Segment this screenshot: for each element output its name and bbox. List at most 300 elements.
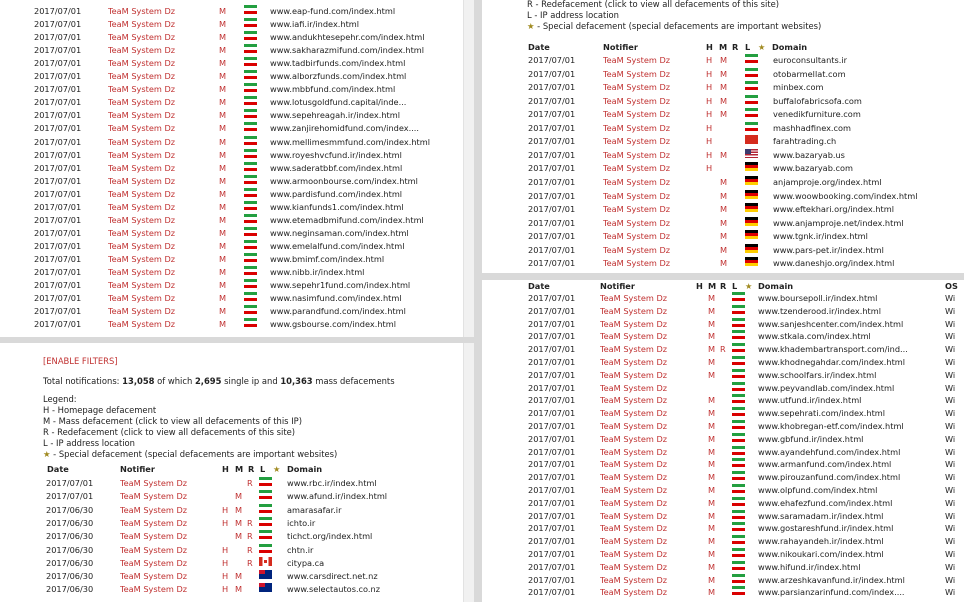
mass-flag[interactable]: M: [708, 305, 716, 316]
notifier-link[interactable]: TeaM System Dz: [600, 446, 668, 457]
date-cell: 2017/07/01: [34, 201, 82, 212]
notifier-link[interactable]: TeaM System Dz: [600, 587, 668, 598]
col-date[interactable]: Date: [47, 464, 69, 474]
notifier-link[interactable]: TeaM System Dz: [108, 253, 176, 264]
mass-flag[interactable]: M: [720, 149, 728, 160]
col-domain[interactable]: Domain: [287, 464, 323, 474]
mass-flag[interactable]: M: [708, 446, 716, 457]
date-cell: 2017/07/01: [528, 122, 576, 133]
notifier-link[interactable]: TeaM System Dz: [108, 319, 176, 330]
mass-flag[interactable]: M: [720, 190, 728, 201]
domain-link[interactable]: www.zanjirehomidfund.com/index....: [270, 123, 419, 134]
domain-link[interactable]: tichct.org/index.html: [287, 531, 373, 542]
domain-link[interactable]: www.peyvandlab.com/index.html: [758, 382, 895, 393]
domain-link[interactable]: www.pirouzanfund.com/index.html: [758, 472, 901, 483]
notifier-link[interactable]: TeaM System Dz: [603, 231, 671, 242]
notifier-link[interactable]: TeaM System Dz: [108, 97, 176, 108]
domain-link[interactable]: www.ayandehfund.com/index.html: [758, 446, 901, 457]
domain-link[interactable]: www.bmimf.com/index.html: [270, 253, 385, 264]
domain-link[interactable]: www.saramadam.ir/index.html: [758, 510, 884, 521]
domain-link[interactable]: www.rahayandeh.ir/index.html: [758, 536, 884, 547]
domain-link[interactable]: www.khodnegahdar.com/index.html: [758, 357, 906, 367]
domain-link[interactable]: www.nasimfund.com/index.html: [270, 293, 402, 304]
date-cell: 2017/07/01: [34, 149, 82, 160]
domain-link[interactable]: www.schoolfars.ir/index.html: [758, 369, 877, 380]
notifier-link[interactable]: TeaM System Dz: [120, 557, 188, 568]
domain-link[interactable]: www.tzenderood.ir/index.html: [758, 305, 881, 316]
col-notifier[interactable]: Notifier: [120, 464, 155, 474]
country-flag-icon: [732, 330, 745, 339]
domain-link[interactable]: www.sepehr1fund.com/index.html: [270, 280, 411, 291]
domain-link[interactable]: otobarmellat.com: [773, 68, 846, 79]
col-domain[interactable]: Domain: [758, 281, 794, 291]
date-cell: 2017/07/01: [34, 240, 82, 251]
mass-flag[interactable]: M: [219, 188, 227, 199]
mass-flag[interactable]: M: [720, 95, 728, 106]
domain-link[interactable]: www.selectautos.co.nz: [287, 584, 381, 595]
date-cell: 2017/07/01: [528, 382, 576, 393]
domain-link[interactable]: www.hifund.ir/index.html: [758, 561, 861, 572]
notifier-link[interactable]: TeaM System Dz: [600, 485, 668, 495]
domain-link[interactable]: www.nikoukari.com/index.html: [758, 549, 884, 559]
mass-flag[interactable]: M: [708, 421, 716, 431]
domain-link[interactable]: www.emelalfund.com/index.html: [270, 240, 405, 251]
country-flag-icon: [244, 136, 257, 145]
domain-link[interactable]: www.saderatbbf.com/index.html: [270, 162, 403, 173]
domain-link[interactable]: www.parandfund.com/index.html: [270, 306, 406, 317]
redeface-flag[interactable]: R: [247, 544, 253, 555]
mass-flag[interactable]: M: [219, 149, 227, 160]
notifier-link[interactable]: TeaM System Dz: [120, 517, 188, 528]
redeface-flag[interactable]: R: [720, 344, 726, 355]
col-date[interactable]: Date: [528, 281, 550, 291]
notifier-link[interactable]: TeaM System Dz: [120, 491, 188, 502]
notifier-link[interactable]: TeaM System Dz: [108, 110, 176, 121]
domain-link[interactable]: www.parsianzarinfund.com/index....: [758, 587, 905, 598]
country-flag-icon: [732, 420, 745, 429]
domain-link[interactable]: citypa.ca: [287, 557, 325, 568]
domain-link[interactable]: www.sepehreagah.ir/index.html: [270, 110, 400, 121]
notifier-link[interactable]: TeaM System Dz: [603, 244, 671, 255]
notifier-link[interactable]: TeaM System Dz: [108, 188, 176, 199]
notifier-link[interactable]: TeaM System Dz: [108, 19, 176, 30]
mass-flag[interactable]: M: [708, 318, 716, 329]
notifier-link[interactable]: TeaM System Dz: [600, 459, 668, 470]
mass-flag[interactable]: M: [720, 231, 728, 242]
domain-link[interactable]: www.anjamproje.net/index.html: [773, 217, 904, 228]
mass-flag[interactable]: M: [219, 214, 227, 225]
table-row: [0, 570, 474, 583]
mass-flag[interactable]: M: [219, 227, 227, 238]
date-cell: 2017/06/30: [46, 531, 94, 542]
col-h: H: [706, 42, 713, 52]
homepage-flag: H: [222, 584, 229, 595]
legend-r: R - Redefacement (click to view all defacements of this site): [527, 0, 780, 9]
col-os[interactable]: OS: [945, 281, 958, 291]
mass-flag[interactable]: M: [219, 175, 227, 186]
domain-link[interactable]: www.iafi.ir/index.html: [270, 19, 360, 30]
domain-link[interactable]: www.nibb.ir/index.html: [270, 267, 365, 277]
country-flag-icon: [732, 497, 745, 506]
domain-link[interactable]: amarasafar.ir: [287, 504, 342, 515]
notifier-link[interactable]: TeaM System Dz: [603, 190, 671, 201]
os-cell: Wi: [945, 305, 956, 316]
domain-link[interactable]: www.pardisfund.com/index.html: [270, 188, 403, 199]
notifier-link[interactable]: TeaM System Dz: [603, 95, 671, 106]
domain-link[interactable]: www.bazaryab.com: [773, 163, 853, 174]
domain-link[interactable]: www.mellimesmmfund.com/index.html: [270, 136, 430, 147]
mass-flag[interactable]: M: [720, 176, 728, 187]
domain-link[interactable]: www.rbc.ir/index.html: [287, 478, 377, 488]
notifier-link[interactable]: TeaM System Dz: [600, 433, 668, 444]
notifier-link[interactable]: TeaM System Dz: [600, 293, 668, 303]
country-flag-icon: [745, 108, 758, 117]
notifier-link[interactable]: TeaM System Dz: [108, 45, 176, 56]
domain-link[interactable]: euroconsultants.ir: [773, 55, 847, 65]
domain-link[interactable]: www.afund.ir/index.html: [287, 491, 388, 502]
domain-link[interactable]: www.sanjeshcenter.com/index.html: [758, 318, 904, 329]
mass-flag[interactable]: M: [720, 82, 728, 93]
notifier-link[interactable]: TeaM System Dz: [600, 357, 668, 367]
domain-link[interactable]: www.andukhtesepehr.com/index.html: [270, 32, 425, 43]
mass-flag[interactable]: M: [708, 561, 716, 572]
domain-link[interactable]: www.sepehrati.com/index.html: [758, 408, 886, 419]
notifier-link[interactable]: TeaM System Dz: [120, 584, 188, 595]
notifier-link[interactable]: TeaM System Dz: [600, 318, 668, 329]
domain-link[interactable]: www.bazaryab.us: [773, 149, 845, 160]
domain-link[interactable]: www.armanfund.com/index.html: [758, 459, 892, 470]
notifier-link[interactable]: TeaM System Dz: [108, 227, 176, 238]
homepage-flag: H: [706, 149, 713, 160]
table-row: [0, 517, 474, 530]
notifier-link[interactable]: TeaM System Dz: [600, 549, 668, 559]
enable-filters-link[interactable]: [ENABLE FILTERS]: [43, 356, 118, 366]
domain-link[interactable]: farahtrading.ch: [773, 136, 837, 147]
notifier-link[interactable]: TeaM System Dz: [600, 395, 668, 406]
table-row: [482, 394, 964, 407]
date-cell: 2017/07/01: [528, 369, 576, 380]
notifier-link[interactable]: TeaM System Dz: [108, 201, 176, 212]
os-cell: Wi: [945, 421, 956, 431]
notifier-link[interactable]: TeaM System Dz: [603, 149, 671, 160]
domain-link[interactable]: www.armoonbourse.com/index.html: [270, 175, 418, 186]
notifier-link[interactable]: TeaM System Dz: [108, 293, 176, 304]
mass-flag[interactable]: M: [708, 523, 716, 534]
mass-flag[interactable]: M: [720, 109, 728, 120]
domain-link[interactable]: www.eftekhari.org/index.html: [773, 204, 894, 215]
domain-link[interactable]: www.eap-fund.com/index.html: [270, 6, 396, 16]
notifier-link[interactable]: TeaM System Dz: [600, 421, 668, 431]
mass-flag[interactable]: M: [219, 110, 227, 121]
mass-flag[interactable]: M: [720, 244, 728, 255]
scrollbar[interactable]: [463, 343, 474, 602]
domain-link[interactable]: www.kianfunds1.com/index.html: [270, 201, 404, 212]
notifier-link[interactable]: TeaM System Dz: [108, 123, 176, 134]
domain-link[interactable]: www.daneshjo.org/index.html: [773, 258, 895, 269]
country-flag-icon: [732, 574, 745, 583]
notifier-link[interactable]: TeaM System Dz: [600, 382, 668, 393]
domain-link[interactable]: www.woowbooking.com/index.html: [773, 190, 918, 201]
homepage-flag: H: [706, 68, 713, 79]
country-flag-icon: [745, 149, 758, 158]
notifier-link[interactable]: TeaM System Dz: [600, 331, 668, 342]
notifier-link[interactable]: TeaM System Dz: [108, 162, 176, 173]
notifier-link[interactable]: TeaM System Dz: [603, 204, 671, 215]
domain-link[interactable]: anjamproje.org/index.html: [773, 176, 882, 187]
date-cell: 2017/07/01: [34, 19, 82, 30]
notifier-link[interactable]: TeaM System Dz: [600, 536, 668, 547]
mass-flag[interactable]: M: [720, 204, 728, 215]
domain-link[interactable]: www.stkala.com/index.html: [758, 331, 871, 342]
domain-link[interactable]: www.pars-pet.ir/index.html: [773, 244, 884, 255]
domain-link[interactable]: www.etemadbmifund.com/index.html: [270, 214, 424, 225]
mass-flag[interactable]: M: [219, 162, 227, 173]
domain-link[interactable]: www.gostareshfund.ir/index.html: [758, 523, 894, 534]
domain-link[interactable]: www.khadembartransport.com/ind...: [758, 344, 908, 355]
country-flag-icon: [732, 510, 745, 519]
mass-flag[interactable]: M: [219, 32, 227, 43]
country-flag-icon: [244, 240, 257, 249]
domain-link[interactable]: mashhadfinex.com: [773, 122, 852, 133]
homepage-flag: H: [706, 163, 713, 174]
homepage-flag: H: [706, 136, 713, 147]
legend-r: R - Redefacement (click to view all defacements of this site): [43, 427, 296, 437]
domain-link[interactable]: www.neginsaman.com/index.html: [270, 227, 409, 238]
mass-flag[interactable]: M: [219, 280, 227, 291]
notifier-link[interactable]: TeaM System Dz: [600, 305, 668, 316]
country-flag-icon: [259, 530, 272, 539]
notifier-link[interactable]: TeaM System Dz: [600, 472, 668, 483]
domain-link[interactable]: www.gsbourse.com/index.html: [270, 319, 396, 330]
notifier-link[interactable]: TeaM System Dz: [120, 544, 188, 555]
mass-flag[interactable]: M: [219, 293, 227, 304]
mass-flag[interactable]: M: [235, 584, 243, 595]
domain-link[interactable]: www.tadbirfunds.com/index.html: [270, 58, 406, 69]
domain-link[interactable]: www.olpfund.com/index.html: [758, 485, 878, 495]
table-row: [482, 407, 964, 420]
date-cell: 2017/07/01: [34, 6, 82, 16]
domain-link[interactable]: www.ehafezfund.com/index.html: [758, 497, 893, 508]
notifier-link[interactable]: TeaM System Dz: [120, 504, 188, 515]
table-row: [482, 382, 964, 395]
notifier-link[interactable]: TeaM System Dz: [108, 58, 176, 69]
notifier-link[interactable]: TeaM System Dz: [603, 258, 671, 269]
os-cell: Wi: [945, 382, 956, 393]
mass-flag[interactable]: M: [708, 459, 716, 470]
date-cell: 2017/07/01: [528, 472, 576, 483]
mass-flag[interactable]: M: [219, 240, 227, 251]
mass-flag[interactable]: M: [708, 536, 716, 547]
date-cell: 2017/07/01: [528, 149, 576, 160]
notifier-link[interactable]: TeaM System Dz: [108, 6, 176, 16]
notifier-link[interactable]: TeaM System Dz: [120, 478, 188, 488]
mass-flag[interactable]: M: [219, 84, 227, 95]
notifier-link[interactable]: TeaM System Dz: [108, 240, 176, 251]
mass-flag[interactable]: M: [708, 408, 716, 419]
country-flag-icon: [244, 162, 257, 171]
notifier-link[interactable]: TeaM System Dz: [603, 109, 671, 120]
notifier-link[interactable]: TeaM System Dz: [108, 267, 176, 277]
mass-flag[interactable]: M: [708, 497, 716, 508]
homepage-flag: H: [222, 517, 229, 528]
scrollbar[interactable]: [463, 0, 474, 337]
notifier-link[interactable]: TeaM System Dz: [603, 163, 671, 174]
notifier-link[interactable]: TeaM System Dz: [603, 176, 671, 187]
date-cell: 2017/07/01: [528, 574, 576, 585]
mass-flag[interactable]: M: [235, 491, 243, 502]
mass-flag[interactable]: M: [219, 253, 227, 264]
date-cell: 2017/07/01: [34, 32, 82, 43]
mass-flag[interactable]: M: [708, 293, 716, 303]
mass-flag[interactable]: M: [708, 472, 716, 483]
mass-flag[interactable]: M: [219, 45, 227, 56]
notifier-link[interactable]: TeaM System Dz: [600, 510, 668, 521]
mass-flag[interactable]: M: [720, 258, 728, 269]
table-row: [482, 305, 964, 318]
date-cell: 2017/06/30: [46, 504, 94, 515]
country-flag-icon: [745, 68, 758, 77]
col-date[interactable]: Date: [528, 42, 550, 52]
notifier-link[interactable]: TeaM System Dz: [108, 175, 176, 186]
date-cell: 2017/07/01: [34, 253, 82, 264]
mass-flag[interactable]: M: [720, 217, 728, 228]
notifier-link[interactable]: TeaM System Dz: [108, 149, 176, 160]
mass-flag[interactable]: M: [219, 6, 227, 16]
notifier-link[interactable]: TeaM System Dz: [108, 136, 176, 147]
domain-link[interactable]: www.royeshvcfund.ir/index.html: [270, 149, 402, 160]
mass-flag[interactable]: M: [708, 357, 716, 367]
mass-flag[interactable]: M: [219, 71, 227, 82]
mass-flag[interactable]: M: [708, 433, 716, 444]
domain-link[interactable]: www.mbbfund.com/index.html: [270, 84, 396, 95]
redeface-flag[interactable]: R: [247, 531, 253, 542]
redeface-flag[interactable]: R: [247, 517, 253, 528]
mass-flag[interactable]: M: [235, 504, 243, 515]
notifier-link[interactable]: TeaM System Dz: [600, 408, 668, 419]
mass-flag[interactable]: M: [219, 306, 227, 317]
mass-flag[interactable]: M: [720, 55, 728, 65]
notifier-link[interactable]: TeaM System Dz: [603, 122, 671, 133]
mass-flag[interactable]: M: [708, 574, 716, 585]
notifier-link[interactable]: TeaM System Dz: [120, 571, 188, 582]
mass-flag[interactable]: M: [219, 136, 227, 147]
mass-flag[interactable]: M: [708, 395, 716, 406]
country-flag-icon: [259, 490, 272, 499]
panel-bottom-right: [482, 280, 964, 602]
date-cell: 2017/07/01: [528, 293, 576, 303]
mass-flag[interactable]: M: [708, 344, 716, 355]
mass-flag[interactable]: M: [708, 485, 716, 495]
redeface-flag[interactable]: R: [247, 557, 253, 568]
domain-link[interactable]: chtn.ir: [287, 544, 314, 555]
mass-flag[interactable]: M: [219, 123, 227, 134]
redeface-flag[interactable]: R: [247, 478, 253, 488]
domain-link[interactable]: www.arzeshkavanfund.ir/index.html: [758, 574, 905, 585]
notifier-link[interactable]: TeaM System Dz: [108, 280, 176, 291]
mass-flag[interactable]: M: [708, 331, 716, 342]
mass-flag[interactable]: M: [219, 267, 227, 277]
table-row: [482, 574, 964, 587]
notifier-link[interactable]: TeaM System Dz: [603, 68, 671, 79]
notifier-link[interactable]: TeaM System Dz: [108, 71, 176, 82]
mass-flag[interactable]: M: [235, 531, 243, 542]
country-flag-icon: [244, 305, 257, 314]
domain-link[interactable]: www.alborzfunds.com/index.html: [270, 71, 407, 82]
notifier-link[interactable]: TeaM System Dz: [603, 55, 671, 65]
os-cell: Wi: [945, 369, 956, 380]
mass-flag[interactable]: M: [219, 97, 227, 108]
date-cell: 2017/07/01: [528, 459, 576, 470]
domain-link[interactable]: ichto.ir: [287, 517, 316, 528]
date-cell: 2017/07/01: [34, 280, 82, 291]
notifier-link[interactable]: TeaM System Dz: [603, 217, 671, 228]
notifier-link[interactable]: TeaM System Dz: [108, 306, 176, 317]
table-row: [482, 162, 964, 175]
notifier-link[interactable]: TeaM System Dz: [600, 497, 668, 508]
notifier-link[interactable]: TeaM System Dz: [108, 32, 176, 43]
domain-link[interactable]: buffalofabricsofa.com: [773, 95, 862, 106]
domain-link[interactable]: www.gbfund.ir/index.html: [758, 433, 864, 444]
country-flag-icon: [244, 175, 257, 184]
notifier-link[interactable]: TeaM System Dz: [108, 84, 176, 95]
country-flag-icon: [745, 244, 758, 253]
notifier-link[interactable]: TeaM System Dz: [600, 369, 668, 380]
col-notifier[interactable]: Notifier: [603, 42, 638, 52]
domain-link[interactable]: www.utfund.ir/index.html: [758, 395, 862, 406]
table-row: [482, 230, 964, 243]
domain-link[interactable]: www.sakharazmifund.com/index.html: [270, 45, 425, 56]
notifier-link[interactable]: TeaM System Dz: [600, 574, 668, 585]
date-cell: 2017/07/01: [528, 433, 576, 444]
notifier-link[interactable]: TeaM System Dz: [603, 136, 671, 147]
table-row: [482, 203, 964, 216]
notifier-link[interactable]: TeaM System Dz: [600, 523, 668, 534]
mass-flag[interactable]: M: [219, 201, 227, 212]
os-cell: Wi: [945, 523, 956, 534]
mass-flag[interactable]: M: [708, 369, 716, 380]
domain-link[interactable]: www.boursepoll.ir/index.html: [758, 293, 878, 303]
mass-flag[interactable]: M: [720, 68, 728, 79]
notifier-link[interactable]: TeaM System Dz: [120, 531, 188, 542]
domain-link[interactable]: www.khobregan-etf.com/index.html: [758, 421, 904, 431]
notifier-link[interactable]: TeaM System Dz: [603, 82, 671, 93]
country-flag-icon: [732, 522, 745, 531]
date-cell: 2017/07/01: [528, 587, 576, 598]
date-cell: 2017/07/01: [528, 485, 576, 495]
domain-link[interactable]: www.tgnk.ir/index.html: [773, 231, 868, 242]
domain-link[interactable]: venedikfurniture.com: [773, 109, 861, 120]
mass-flag[interactable]: M: [219, 319, 227, 330]
notifier-link[interactable]: TeaM System Dz: [108, 214, 176, 225]
mass-flag[interactable]: M: [708, 549, 716, 559]
country-flag-icon: [732, 458, 745, 467]
notifier-link[interactable]: TeaM System Dz: [600, 561, 668, 572]
mass-flag[interactable]: M: [708, 587, 716, 598]
mass-flag[interactable]: M: [708, 510, 716, 521]
domain-link[interactable]: www.carsdirect.net.nz: [287, 571, 378, 582]
date-cell: 2017/07/01: [528, 395, 576, 406]
domain-link[interactable]: www.lotusgoldfund.capital/inde...: [270, 97, 407, 108]
col-notifier[interactable]: Notifier: [600, 281, 635, 291]
notifier-link[interactable]: TeaM System Dz: [600, 344, 668, 355]
mass-flag[interactable]: M: [219, 19, 227, 30]
domain-link[interactable]: minbex.com: [773, 82, 824, 93]
mass-flag[interactable]: M: [219, 58, 227, 69]
mass-flag[interactable]: M: [235, 517, 243, 528]
table-row: [482, 497, 964, 510]
col-domain[interactable]: Domain: [772, 42, 808, 52]
mass-flag[interactable]: M: [235, 571, 243, 582]
